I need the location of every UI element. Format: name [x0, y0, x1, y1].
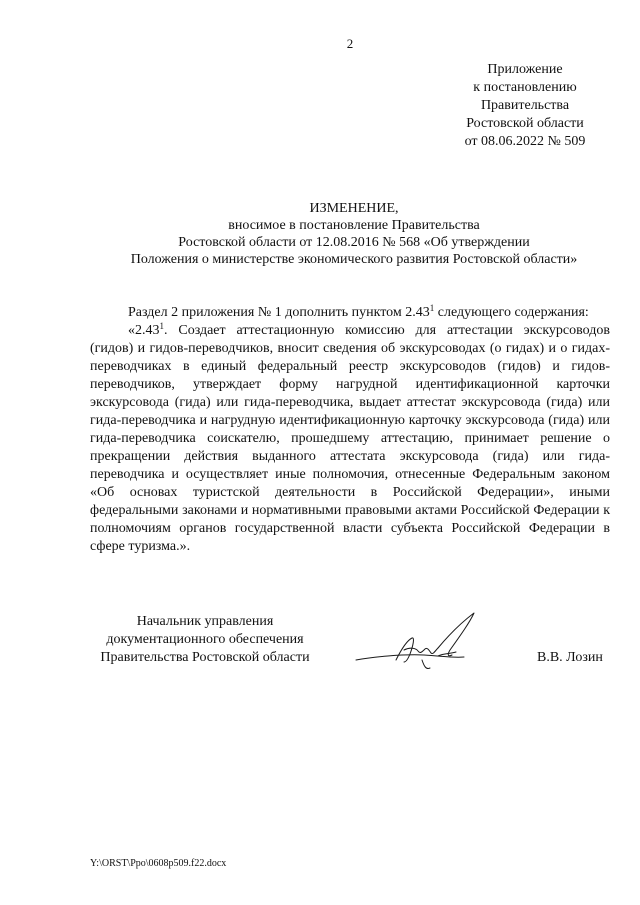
paragraph-text: «2.43: [128, 323, 160, 338]
signer-line: Правительства Ростовской области: [100, 650, 310, 665]
body-paragraph-1: [90, 304, 610, 322]
body-paragraph-2: [90, 322, 610, 556]
signer-line: документационного обеспечения: [106, 632, 304, 647]
appendix-block: [430, 61, 620, 151]
title-line: Положения о министерстве экономического развития Ростовской области»: [130, 252, 578, 267]
signer-line: Начальник управления: [136, 614, 274, 629]
signer-position: [90, 613, 320, 667]
appendix-line: к постановлению: [473, 80, 577, 95]
paragraph-text: следующего содержания:: [434, 305, 589, 320]
title-heading: ИЗМЕНЕНИЕ,: [309, 201, 399, 216]
signer-name: В.В. Лозин: [537, 650, 603, 665]
paragraph-text: . Создает аттестационную комиссию для аттестации экскурсоводов (гидов) и гидов-переводчиков, вносит сведения об экскурсоводах (о гидах) и о гидах-переводчиках в единый федеральный реестр экскурсоводов (гидов) и гидов-переводчиков, утверждает форму нагрудной идентификационной карточки экскурсовода (гида) или гида-переводчика, выдает аттестат экскурсовода (гида) или гида-переводчика и нагрудную идентификационную карточку экскурсовода (гида) или гида-переводчика соискателю, прошедшему аттестацию, принимает решение о прекращении действия выданного аттестата экскурсовода (гида) или гида-переводчика и осуществляет иные полномочия, отнесенные Федеральным законом «Об основах туристской деятельности в Российской Федерации», иными федеральными законами и нормативными правовыми актами Российской Федерации к полномочиям органов государственной власти субъекта Российской Федерации в сфере туризма.».: [90, 323, 610, 554]
file-path: Y:\ORST\Ppo\0608p509.f22.docx: [90, 858, 227, 869]
appendix-line: Приложение: [487, 62, 563, 77]
document-title: [88, 200, 620, 268]
signature-image: [352, 610, 480, 684]
title-line: вносимое в постановление Правительства: [228, 218, 480, 233]
title-line: Ростовской области от 12.08.2016 № 568 «Об утверждении: [178, 235, 530, 250]
appendix-line: Ростовской области: [466, 116, 584, 131]
superscript: 1: [159, 321, 164, 331]
paragraph-text: Раздел 2 приложения № 1 дополнить пунктом 2.43: [128, 305, 430, 320]
appendix-line: от 08.06.2022 № 509: [464, 134, 586, 149]
appendix-line: Правительства: [480, 98, 570, 113]
page-number: 2: [346, 36, 354, 51]
document-body: [90, 304, 610, 556]
superscript: 1: [429, 303, 435, 313]
